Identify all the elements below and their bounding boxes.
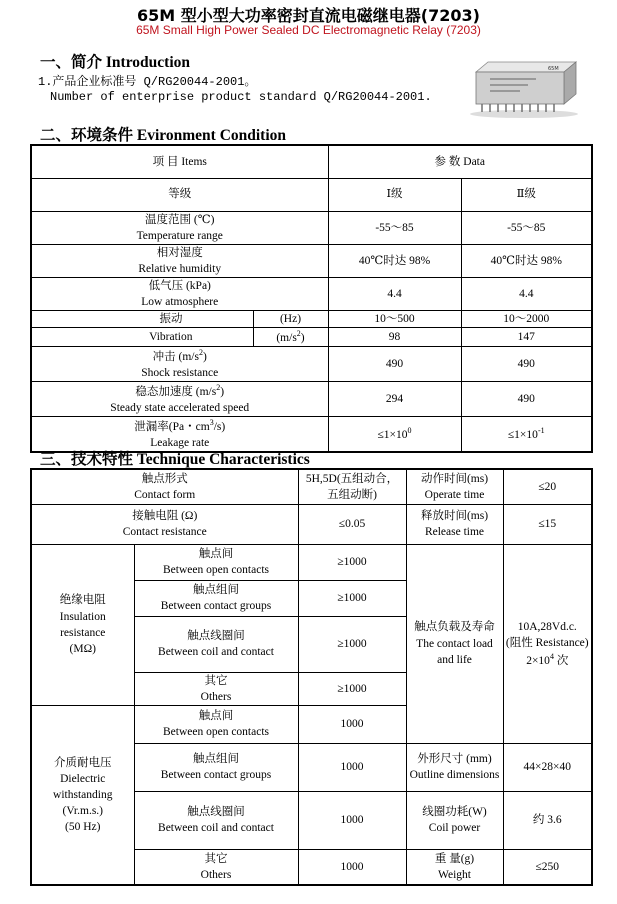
- outline-dimensions-value: 44×28×40: [503, 743, 592, 791]
- vibration-hz-grade2: 10～2000: [461, 311, 592, 328]
- insulation-coil-contact: 触点线圈间 Between coil and contact: [134, 616, 298, 672]
- vibration-ms-grade2: 147: [461, 328, 592, 347]
- table-row: [31, 504, 592, 544]
- operate-time-label: 动作时间(ms) Operate time: [406, 469, 503, 504]
- coil-power-label: 线圈功耗(W) Coil power: [406, 791, 503, 849]
- humidity-grade1: 40℃时达 98%: [328, 244, 461, 277]
- dielectric-others-value: 1000: [298, 849, 406, 885]
- humidity-cn: 相对湿度: [156, 246, 203, 259]
- shock-en: Shock resistance: [141, 367, 219, 379]
- leakage-grade2: $\le 1\times 10^{-1}$: [461, 417, 592, 453]
- section-introduction-heading: 一、简介 Introduction: [40, 54, 190, 71]
- table-row: [31, 244, 592, 277]
- acceleration-grade2: 490: [461, 382, 592, 417]
- page-title: 65M 型小型大功率密封直流电磁继电器(7203): [137, 6, 480, 25]
- low-atmosphere-en: Low atmosphere: [141, 295, 219, 308]
- page-subtitle: 65M Small High Power Sealed DC Electromagnetic Relay (7203): [136, 23, 481, 37]
- vibration-unit-hz: (Hz): [253, 311, 328, 328]
- temperature-label: [31, 211, 328, 244]
- vibration-hz-grade1: 10～500: [328, 311, 461, 328]
- dielectric-contact-groups: 触点组间 Between contact groups: [134, 743, 298, 791]
- leakage-cn: 泄漏率(Pa・$cm^3/s$): [134, 418, 226, 433]
- grade-2: Ⅱ级: [461, 178, 592, 211]
- contact-form-label: 触点形式 Contact form: [31, 469, 298, 504]
- vibration-ms-grade1: 98: [328, 328, 461, 347]
- contact-form-value: 5H,5D(五组动合，五组动断): [298, 469, 406, 504]
- intro-line-2: Number of enterprise product standard Q/RG20044-2001.: [50, 90, 432, 104]
- low-atmosphere-cn: 低气压 (kPa): [148, 279, 211, 292]
- table-row: [31, 277, 592, 310]
- shock-grade1: 490: [328, 347, 461, 382]
- temperature-grade2: -55～85: [461, 211, 592, 244]
- table-row: [31, 347, 592, 382]
- contact-load-label: 触点负载及寿命 The contact load and life: [406, 544, 503, 743]
- insulation-contact-groups-value: ≥1000: [298, 580, 406, 616]
- dielectric-contact-groups-value: 1000: [298, 743, 406, 791]
- leakage-grade1: $\le 1\times 10^0$: [328, 417, 461, 453]
- dielectric-open-contacts-value: 1000: [298, 705, 406, 743]
- shock-cn: 冲击 $(m/s^2)$: [152, 348, 207, 363]
- insulation-open-contacts: 触点间 Between open contacts: [134, 544, 298, 580]
- insulation-open-contacts-value: ≥1000: [298, 544, 406, 580]
- release-time-value: ≤15: [503, 504, 592, 544]
- acceleration-label: [31, 382, 328, 417]
- insulation-coil-contact-value: ≥1000: [298, 616, 406, 672]
- dielectric-coil-contact-value: 1000: [298, 791, 406, 849]
- shock-grade2: 490: [461, 347, 592, 382]
- dielectric-label: 介质耐电压 Dielectric withstanding (Vr.m.s.) (50 Hz): [31, 705, 134, 885]
- coil-power-value: 约 3.6: [503, 791, 592, 849]
- acceleration-en: Steady state accelerated speed: [110, 402, 250, 415]
- table-row: [31, 469, 592, 504]
- section-environment-heading: 二、环境条件 Evironment Condition: [40, 127, 287, 144]
- header-items: 项 目 Items: [31, 145, 328, 178]
- section-technique-heading: 三、技术特性 Technique Characteristics: [40, 451, 310, 468]
- dielectric-others: 其它 Others: [134, 849, 298, 885]
- table-row: [31, 328, 592, 347]
- vibration-unit-ms: $(m/s^2)$: [253, 328, 328, 347]
- table-row: [31, 211, 592, 244]
- acceleration-cn: 稳态加速度 $(m/s^2)$: [135, 383, 225, 398]
- operate-time-value: ≤20: [503, 469, 592, 504]
- insulation-others: 其它 Others: [134, 672, 298, 705]
- insulation-contact-groups: 触点组间 Between contact groups: [134, 580, 298, 616]
- table-row: [31, 178, 592, 211]
- contact-load-value: 10A,28Vd.c. (阻性 Resistance) $2\times 10^4$ 次: [503, 544, 592, 743]
- table-row: [31, 382, 592, 417]
- low-atmosphere-grade2: 4.4: [461, 277, 592, 310]
- grade-1: Ⅰ级: [328, 178, 461, 211]
- temperature-cn: 温度范围 (℃): [145, 213, 215, 226]
- insulation-others-value: ≥1000: [298, 672, 406, 705]
- table-row: [31, 544, 592, 580]
- relay-label: 65M: [548, 66, 559, 72]
- table-row: [31, 145, 592, 178]
- outline-dimensions-label: 外形尺寸 (mm) Outline dimensions: [406, 743, 503, 791]
- weight-value: ≤250: [503, 849, 592, 885]
- shock-label: [31, 347, 328, 382]
- insulation-label: 绝缘电阻 Insulation resistance (MΩ): [31, 544, 134, 705]
- low-atmosphere-grade1: 4.4: [328, 277, 461, 310]
- humidity-en: Relative humidity: [138, 262, 222, 275]
- vibration-cn: 振动: [31, 311, 253, 328]
- vibration-en: Vibration: [31, 328, 253, 347]
- release-time-label: 释放时间(ms) Release time: [406, 504, 503, 544]
- technique-table: [30, 468, 593, 886]
- grade-label: 等级: [31, 178, 328, 211]
- environment-table: [30, 144, 593, 453]
- low-atmosphere-label: [31, 277, 328, 310]
- humidity-grade2: 40℃时达 98%: [461, 244, 592, 277]
- dielectric-coil-contact: 触点线圈间 Between coil and contact: [134, 791, 298, 849]
- header-data: 参 数 Data: [328, 145, 592, 178]
- humidity-label: [31, 244, 328, 277]
- temperature-en: Temperature range: [136, 229, 223, 242]
- dielectric-open-contacts: 触点间 Between open contacts: [134, 705, 298, 743]
- table-row: [31, 311, 592, 328]
- intro-line-1: 1.产品企业标准号 Q/RG20044-2001。: [38, 75, 257, 89]
- leakage-en: Leakage rate: [150, 437, 210, 450]
- contact-resistance-label: 接触电阻 (Ω) Contact resistance: [31, 504, 298, 544]
- weight-label: 重 量(g) Weight: [406, 849, 503, 885]
- temperature-grade1: -55～85: [328, 211, 461, 244]
- relay-product-image: [468, 58, 580, 118]
- contact-resistance-value: ≤0.05: [298, 504, 406, 544]
- acceleration-grade1: 294: [328, 382, 461, 417]
